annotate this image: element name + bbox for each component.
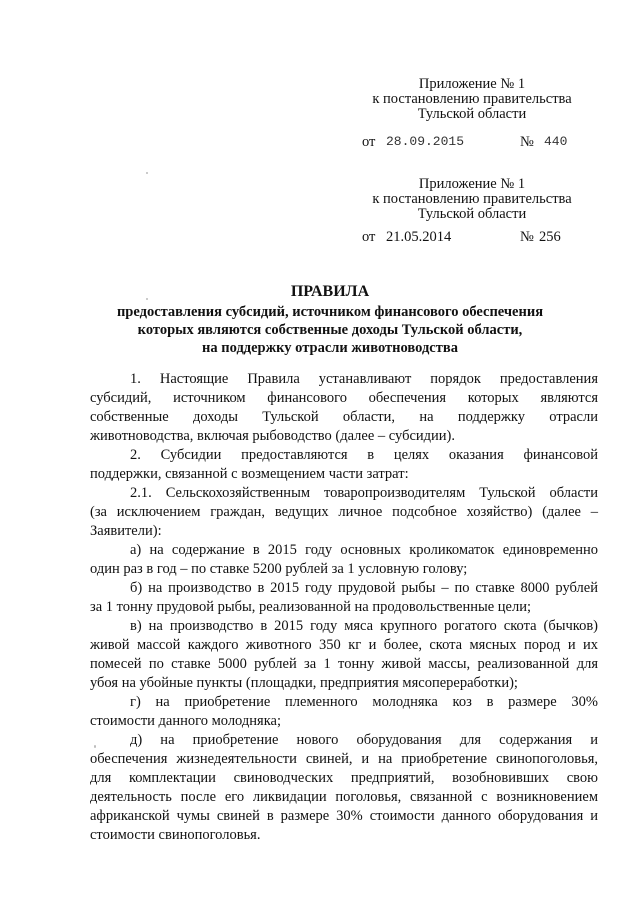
body-text-line: обеспечения жизнедеятельности свиней, и на приобретение свинопоголовья,: [90, 751, 598, 767]
body-text-line: д) на приобретение нового оборудования для содержания и: [130, 732, 598, 748]
body-text-line: деятельность после его ликвидации поголовья, связанной с возникновением: [90, 789, 598, 805]
body-text-line: 2.1. Сельскохозяйственным товаропроизводителям Тульской области: [130, 485, 598, 501]
title-subline: которых являются собственные доходы Тульской области,: [137, 322, 523, 338]
body-text-line: б) на производство в 2015 году прудовой рыбы – по ставке 8000 рублей: [130, 580, 598, 596]
body-text-line: стоимости свинопоголовья.: [90, 827, 261, 843]
body-text-line: за 1 тонну прудовой рыбы, реализованной на продовольственные цели;: [90, 599, 531, 615]
body-text-line: африканской чумы свиней в размере 30% стоимости данного оборудования и: [90, 808, 598, 824]
title-subline: на поддержку отрасли животноводства: [202, 340, 458, 356]
scan-speck: [146, 172, 148, 174]
body-text-line: животноводства, включая рыбоводство (далее – субсидии).: [90, 428, 456, 444]
body-text-line: Заявители):: [90, 523, 162, 539]
resolution-number: 256: [539, 229, 561, 245]
body-text-line: а) на содержание в 2015 году основных кроликоматок единовременно: [130, 542, 598, 558]
stamp-line: Приложение № 1: [418, 76, 526, 92]
resolution-number: 440: [544, 134, 568, 149]
stamp-line: Тульской области: [417, 206, 527, 222]
scan-speck: [146, 298, 148, 300]
body-text-line: стоимости данного молодняка;: [90, 713, 281, 729]
number-sign: №: [520, 134, 534, 150]
resolution-date: 28.09.2015: [386, 134, 465, 149]
document-body: [90, 370, 598, 845]
body-text-line: убоя на убойные пункты (площадки, предприятия мясопереработки);: [90, 675, 518, 691]
appendix-stamp-current: [362, 77, 582, 122]
stamp-line: к постановлению правительства: [372, 91, 572, 107]
stamp-line: Приложение № 1: [418, 176, 526, 192]
body-text-line: поддержки, связанной с возмещением части затрат:: [90, 466, 409, 482]
resolution-date: 21.05.2014: [386, 229, 452, 245]
stamp-line: к постановлению правительства: [372, 191, 572, 207]
body-text-line: в) на производство в 2015 году мяса крупного рогатого скота (бычков): [130, 618, 598, 634]
body-text-line: г) на приобретение племенного молодняка коз в размере 30%: [130, 694, 598, 710]
body-text-line: один раз в год – по ставке 5200 рублей за 1 условную голову;: [90, 561, 468, 577]
body-text-line: субсидий, источником финансового обеспечения которых являются: [90, 390, 598, 406]
body-text-line: собственные доходы Тульской области, на поддержку отрасли: [90, 409, 598, 425]
number-sign: №: [520, 229, 534, 245]
title-subline: предоставления субсидий, источником финансового обеспечения: [116, 304, 544, 320]
body-text-line: (за исключением граждан, ведущих личное подсобное хозяйство) (далее –: [90, 504, 598, 520]
appendix-stamp-original: [362, 177, 582, 222]
date-prefix: от: [362, 229, 376, 245]
body-text-line: для комплектации свиноводческих предприятий, возобновивших свою: [90, 770, 598, 786]
scan-speck: [94, 745, 96, 748]
date-prefix: от: [362, 134, 376, 150]
document-title: [60, 283, 600, 357]
body-text-line: живой массой каждого животного 350 кг и более, скота мясных пород и их: [90, 637, 598, 653]
stamp-line: Тульской области: [417, 106, 527, 122]
title-main: ПРАВИЛА: [290, 283, 370, 300]
body-text-line: 1. Настоящие Правила устанавливают порядок предоставления: [130, 371, 598, 387]
body-text-line: 2. Субсидии предоставляются в целях оказания финансовой: [130, 447, 598, 463]
body-text-line: помесей по ставке 5000 рублей за 1 тонну живой массы, реализованной для: [90, 656, 598, 672]
